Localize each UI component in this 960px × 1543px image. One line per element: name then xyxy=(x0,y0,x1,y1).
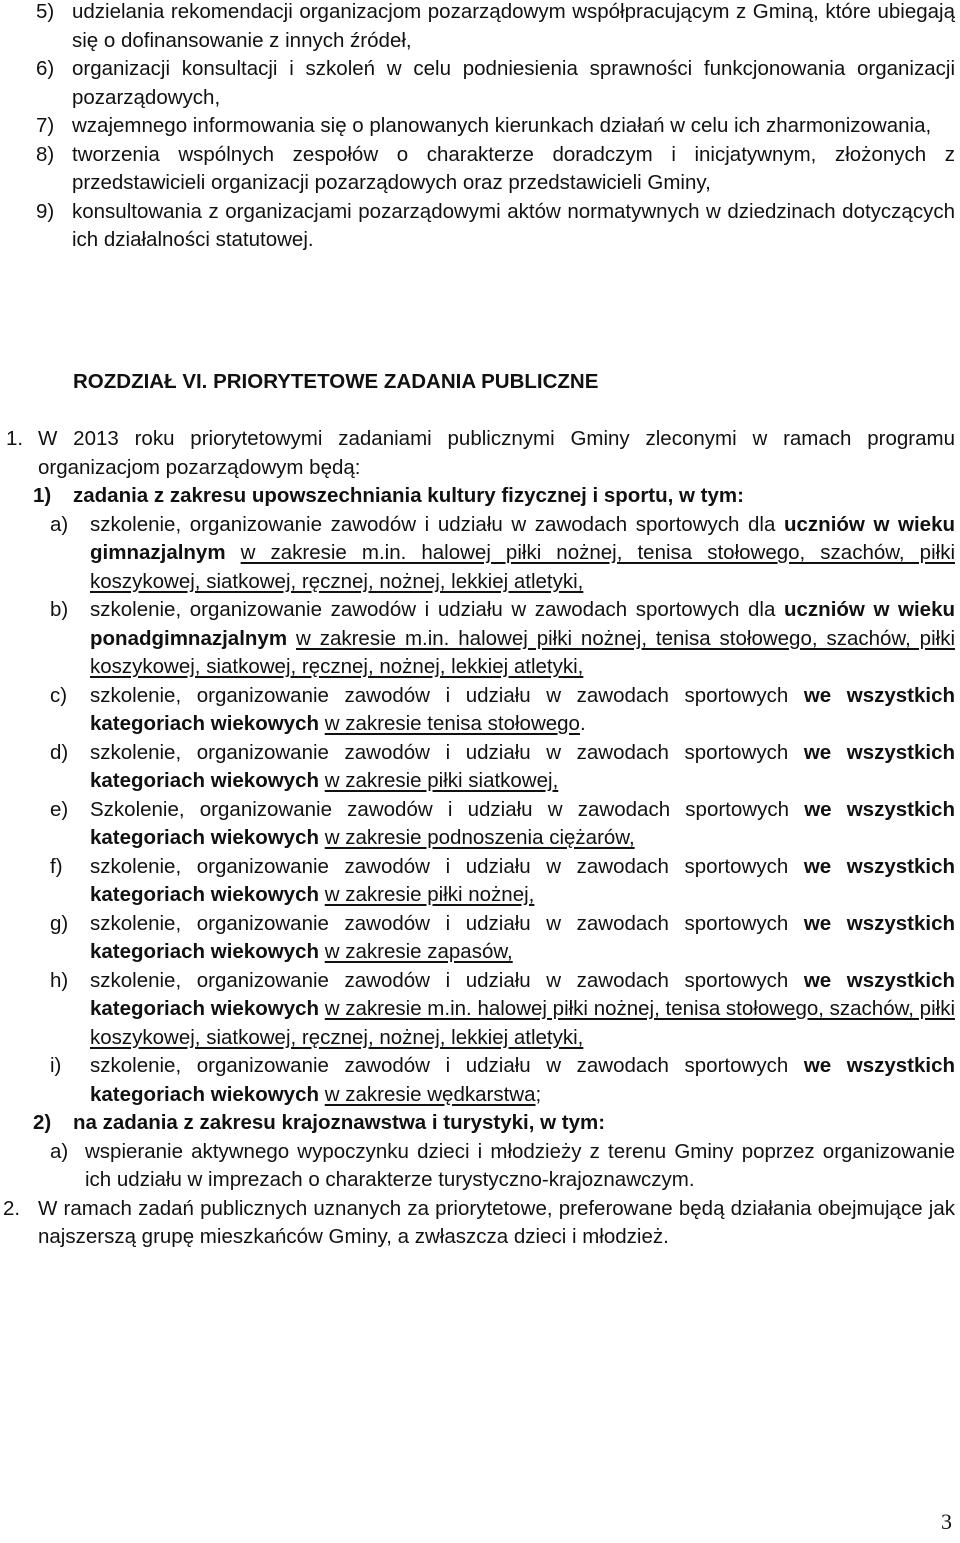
list-item xyxy=(50,1138,955,1195)
paragraph-number: 1. xyxy=(6,427,24,450)
age-group: we wszystkich kategoriach wiekowych xyxy=(90,1054,955,1106)
list-number: 5) xyxy=(36,0,55,23)
paragraph-2 xyxy=(3,1195,955,1252)
list-text: konsultowania z organizacjami pozarządowymi aktów normatywnych w dziedzinach dotyczących ich działalności statutowej. xyxy=(72,199,955,251)
paragraph-text: W 2013 roku priorytetowymi zadaniami publicznymi Gminy zleconymi w ramach programu organizacjom pozarządowym będą: xyxy=(38,427,955,479)
list-item xyxy=(36,55,955,112)
age-group: we wszystkich kategoriach wiekowych xyxy=(90,968,955,1020)
paragraph-number: 2. xyxy=(3,1196,21,1220)
item-text: szkolenie, organizowanie zawodów i udziału w zawodach sportowych dla uczniów w wieku gimnazjalnym w zakresie m.in. halowej piłki nożnej, tenisa stołowego, szachów, piłki koszykowej, siatkowej, ręcznej, nożnej, lekkiej atletyki, xyxy=(90,512,955,593)
item-text: szkolenie, organizowanie zawodów i udziału w zawodach sportowych we wszystkich kategoriach wiekowych w zakresie tenisa stołowego. xyxy=(90,683,955,735)
list-item xyxy=(50,511,955,597)
item-letter: a) xyxy=(50,1139,69,1163)
age-group: uczniów w wieku ponadgimnazjalnym xyxy=(90,598,955,650)
list-text: wzajemnego informowania się o planowanych kierunkach działań w celu ich zharmonizowania, xyxy=(72,114,932,137)
list-number: 8) xyxy=(36,142,55,166)
item-scope: w zakresie piłki siatkowej, xyxy=(324,769,559,792)
paragraph-1 xyxy=(6,425,955,482)
list-item xyxy=(50,1052,955,1109)
list-text: tworzenia wspólnych zespołów o charakterze doradczym i inicjatywnym, złożonych z przedstawicieli organizacji pozarządowych oraz przedstawicieli Gminy, xyxy=(72,142,955,194)
subsection-number: 1) xyxy=(33,484,52,507)
list-text: organizacji konsultacji i szkoleń w celu podniesienia sprawności funkcjonowania organizacji pozarządowych, xyxy=(72,57,955,109)
list-number: 9) xyxy=(36,199,55,223)
item-letter: a) xyxy=(50,512,69,536)
tourism-items xyxy=(50,1138,955,1195)
item-text: szkolenie, organizowanie zawodów i udziału w zawodach sportowych dla uczniów w wieku ponadgimnazjalnym w zakresie m.in. halowej piłki nożnej, tenisa stołowego, szachów, piłki koszykowej, siatkowej, ręcznej, nożnej, lekkiej atletyki, xyxy=(90,598,956,678)
item-letter: e) xyxy=(50,797,69,821)
list-item xyxy=(36,198,955,255)
chapter-heading: ROZDZIAŁ VI. PRIORYTETOWE ZADANIA PUBLICZNE xyxy=(73,370,599,393)
age-group: we wszystkich kategoriach wiekowych xyxy=(90,911,955,963)
age-group: we wszystkich kategoriach wiekowych xyxy=(90,854,955,906)
item-scope: w zakresie zapasów, xyxy=(324,940,513,963)
item-text: wspieranie aktywnego wypoczynku dzieci i młodzieży z terenu Gminy poprzez organizowanie ich udziału w imprezach o charakterze turystyczno-krajoznawczym. xyxy=(85,1139,955,1191)
list-item xyxy=(50,739,955,796)
list-item xyxy=(36,112,955,141)
age-group: we wszystkich kategoriach wiekowych xyxy=(90,797,955,849)
sport-items xyxy=(50,511,955,1110)
subsection-sport xyxy=(33,482,955,511)
list-item xyxy=(50,682,955,739)
item-letter: f) xyxy=(50,854,63,878)
item-scope: w zakresie m.in. halowej piłki nożnej, tenisa stołowego, szachów, piłki koszykowej, siatkowej, ręcznej, nożnej, lekkiej atletyki, xyxy=(90,997,955,1049)
item-text: szkolenie, organizowanie zawodów i udziału w zawodach sportowych we wszystkich kategoriach wiekowych w zakresie zapasów, xyxy=(90,911,955,963)
subsection-tourism xyxy=(33,1109,955,1138)
age-group: we wszystkich kategoriach wiekowych xyxy=(90,740,955,792)
item-text: szkolenie, organizowanie zawodów i udziału w zawodach sportowych we wszystkich kategoriach wiekowych w zakresie wędkarstwa; xyxy=(90,1054,955,1106)
item-text: szkolenie, organizowanie zawodów i udziału w zawodach sportowych we wszystkich kategoriach wiekowych w zakresie m.in. halowej piłki nożnej, tenisa stołowego, szachów, piłki koszykowej, siatkowej, ręcznej, nożnej, lekkiej atletyki, xyxy=(90,968,955,1049)
item-scope: w zakresie tenisa stołowego xyxy=(324,712,580,735)
subsection-title: zadania z zakresu upowszechniania kultury fizycznej i sportu, w tym: xyxy=(73,484,744,507)
subsection-title: na zadania z zakresu krajoznawstwa i turystyki, w tym: xyxy=(73,1111,606,1134)
list-text: udzielania rekomendacji organizacjom pozarządowym współpracującym z Gminą, które ubiegają się o dofinansowanie z innych źródeł, xyxy=(72,0,955,52)
item-letter: c) xyxy=(50,683,68,707)
item-text: szkolenie, organizowanie zawodów i udziału w zawodach sportowych we wszystkich kategoriach wiekowych w zakresie piłki siatkowej, xyxy=(90,740,955,792)
item-scope: w zakresie piłki nożnej, xyxy=(324,883,535,906)
list-item xyxy=(50,796,955,853)
age-group: we wszystkich kategoriach wiekowych xyxy=(90,683,955,735)
list-item xyxy=(36,141,955,198)
item-scope: w zakresie wędkarstwa xyxy=(324,1082,536,1106)
item-letter: g) xyxy=(50,911,69,935)
item-text: Szkolenie, organizowanie zawodów i udziału w zawodach sportowych we wszystkich kategoriach wiekowych w zakresie podnoszenia ciężarów, xyxy=(90,797,955,849)
subsection-number: 2) xyxy=(33,1111,52,1134)
top-list xyxy=(36,0,955,255)
list-item xyxy=(50,853,955,910)
page-number: 3 xyxy=(941,1509,952,1534)
item-scope: w zakresie m.in. halowej piłki nożnej, tenisa stołowego, szachów, piłki koszykowej, siatkowej, ręcznej, nożnej, lekkiej atletyki, xyxy=(90,626,956,678)
item-letter: d) xyxy=(50,740,69,764)
list-item xyxy=(36,0,955,55)
item-letter: b) xyxy=(50,598,69,621)
list-item xyxy=(50,596,955,682)
item-scope: w zakresie podnoszenia ciężarów, xyxy=(324,826,635,849)
paragraph-text: W ramach zadań publicznych uznanych za priorytetowe, preferowane będą działania obejmujące jak najszerszą grupę mieszkańców Gminy, a zwłaszcza dzieci i młodzież. xyxy=(38,1196,955,1248)
list-item xyxy=(50,910,955,967)
list-number: 6) xyxy=(36,57,55,80)
list-number: 7) xyxy=(36,114,55,137)
item-text: szkolenie, organizowanie zawodów i udziału w zawodach sportowych we wszystkich kategoriach wiekowych w zakresie piłki nożnej, xyxy=(90,854,955,906)
list-item xyxy=(50,967,955,1053)
item-letter: i) xyxy=(50,1054,62,1077)
age-group: uczniów w wieku gimnazjalnym xyxy=(90,512,955,564)
item-scope: w zakresie m.in. halowej piłki nożnej, tenisa stołowego, szachów, piłki koszykowej, siatkowej, ręcznej, nożnej, lekkiej atletyki, xyxy=(90,541,955,593)
item-letter: h) xyxy=(50,968,69,992)
section-1 xyxy=(3,425,956,1252)
